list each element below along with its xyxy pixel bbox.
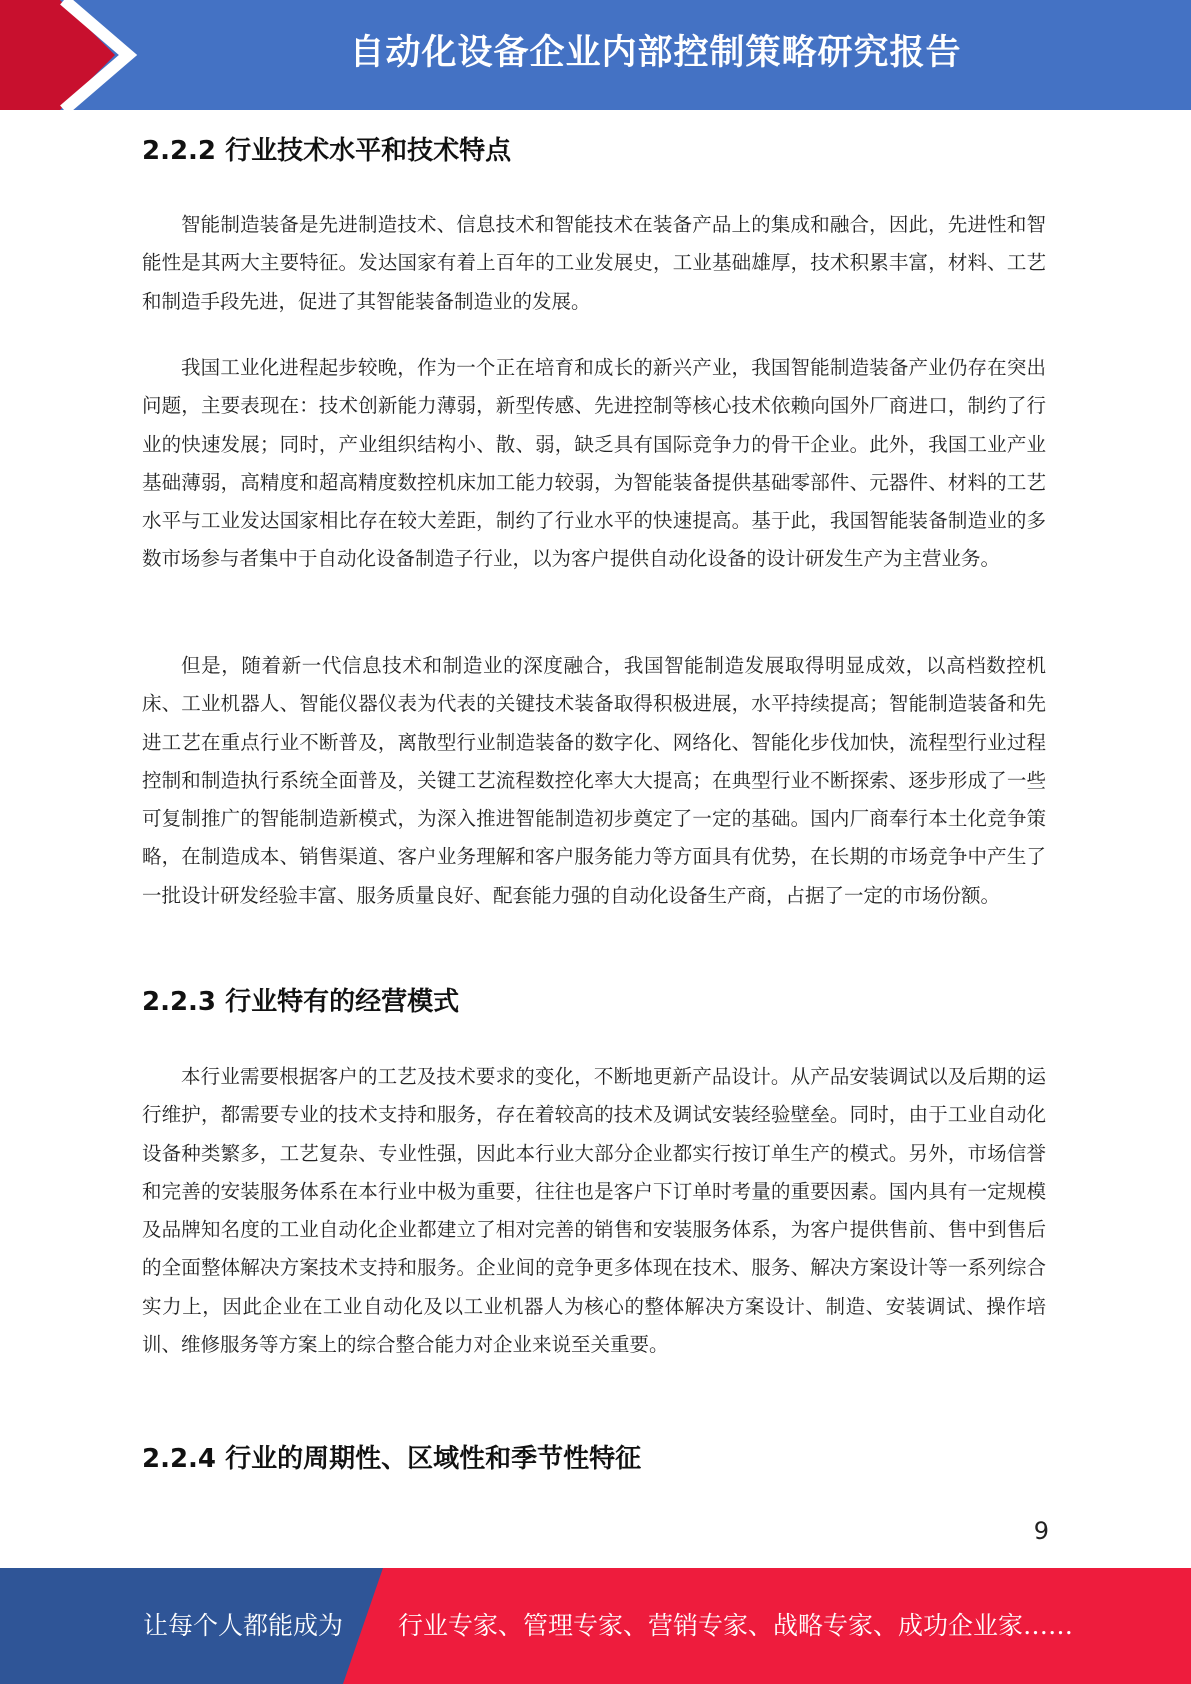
section-heading-2-2-3: 2.2.3 行业特有的经营模式	[142, 987, 460, 1017]
page-footer	[0, 1568, 1191, 1684]
section-heading-2-2-4: 2.2.4 行业的周期性、区域性和季节性特征	[142, 1444, 642, 1474]
paragraph: 本行业需要根据客户的工艺及技术要求的变化，不断地更新产品设计。从产品安装调试以及后期的运行维护，都需要专业的技术支持和服务，存在着较高的技术及调试安装经验壁垒。同时，由于工业自动化设备种类繁多，工艺复杂、专业性强，因此本行业大部分企业都实行按订单生产的模式。另外，市场信誉和完善的安装服务体系在本行业中极为重要，往往也是客户下订单时考量的重要因素。国内具有一定规模及品牌知名度的工业自动化企业都建立了相对完善的销售和安装服务体系，为客户提供售前、售中到售后的全面整体解决方案技术支持和服务。企业间的竞争更多体现在技术、服务、解决方案设计等一系列综合实力上，因此企业在工业自动化及以工业机器人为核心的整体解决方案设计、制造、安装调试、操作培训、维修服务等方案上的综合整合能力对企业来说至关重要。	[142, 1065, 1046, 1357]
paragraph: 我国工业化进程起步较晚，作为一个正在培育和成长的新兴产业，我国智能制造装备产业仍存在突出问题，主要表现在：技术创新能力薄弱，新型传感、先进控制等核心技术依赖向国外厂商进口，制约了行业的快速发展；同时，产业组织结构小、散、弱，缺乏具有国际竞争力的骨干企业。此外，我国工业产业基础薄弱，高精度和超高精度数控机床加工能力较弱，为智能装备提供基础零部件、元器件、材料的工艺水平与工业发达国家相比存在较大差距，制约了行业水平的快速提高。基于此，我国智能装备制造业的多数市场参与者集中于自动化设备制造子行业，以为客户提供自动化设备的设计研发生产为主营业务。	[142, 356, 1046, 571]
footer-slogan-right: 行业专家、管理专家、营销专家、战略专家、成功企业家……	[398, 1611, 1074, 1640]
page-number: 9	[1033, 1517, 1049, 1545]
paragraph: 但是，随着新一代信息技术和制造业的深度融合，我国智能制造发展取得明显成效，以高档数控机床、工业机器人、智能仪器仪表为代表的关键技术装备取得积极进展，水平持续提高；智能制造装备和先进工艺在重点行业不断普及，离散型行业制造装备的数字化、网络化、智能化步伐加快，流程型行业过程控制和制造执行系统全面普及，关键工艺流程数控化率大大提高；在典型行业不断探索、逐步形成了一些可复制推广的智能制造新模式，为深入推进智能制造初步奠定了一定的基础。国内厂商奉行本土化竞争策略，在制造成本、销售渠道、客户业务理解和客户服务能力等方面具有优势，在长期的市场竞争中产生了一批设计研发经验丰富、服务质量良好、配套能力强的自动化设备生产商，占据了一定的市场份额。	[142, 654, 1046, 907]
section-heading-2-2-2: 2.2.2 行业技术水平和技术特点	[142, 136, 512, 166]
paragraph: 智能制造装备是先进制造技术、信息技术和智能技术在装备产品上的集成和融合，因此，先进性和智能性是其两大主要特征。发达国家有着上百年的工业发展史，工业基础雄厚，技术积累丰富，材料、工艺和制造手段先进，促进了其智能装备制造业的发展。	[142, 213, 1046, 313]
footer-slogan-left: 让每个人都能成为	[143, 1611, 344, 1640]
page-header	[0, 0, 1191, 110]
header-title: 自动化设备企业内部控制策略研究报告	[349, 33, 962, 73]
